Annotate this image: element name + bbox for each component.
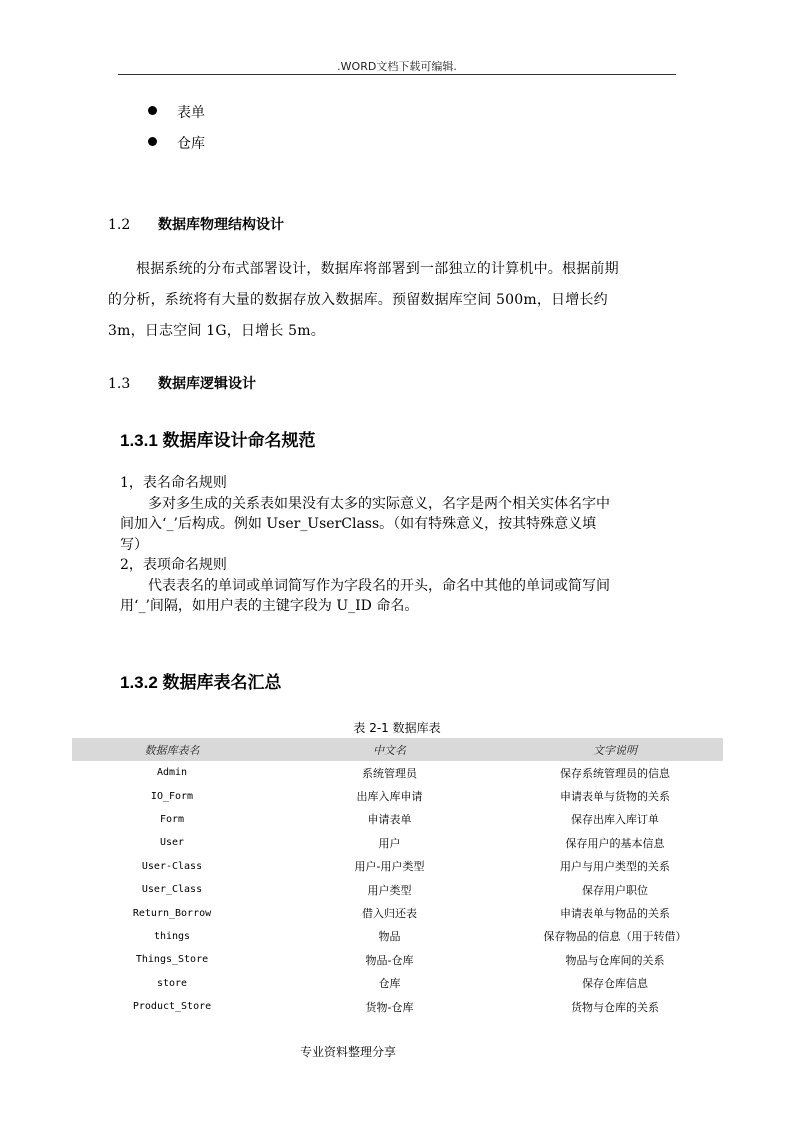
table-name-cell: IO_Form: [150, 790, 194, 802]
table-row: [72, 901, 723, 924]
description-cell: 保存仓库信息: [582, 977, 648, 991]
header-rule: [118, 74, 676, 75]
description-cell: 保存出库入库订单: [571, 813, 659, 827]
table-name-cell: Admin: [156, 767, 188, 779]
chinese-name-cell: 物品: [378, 930, 401, 944]
bullet-dot-icon: [148, 106, 157, 115]
rule-title: 2，表项命名规则: [120, 557, 227, 573]
subsection-heading-1-3-1: 1.3.1 数据库设计命名规范: [120, 431, 316, 450]
section-title: 数据库逻辑设计: [158, 376, 256, 392]
rule-line: 代表表名的单词或单词简写作为字段名的开头，命名中其他的单词或简写间: [148, 577, 610, 594]
section-number: 1.3: [108, 376, 131, 392]
table-caption: 表 2-1 数据库表: [353, 721, 441, 735]
table-name-cell: Return_Borrow: [132, 907, 212, 919]
para-line: 3m，日志空间 1G，日增长 5m。: [108, 323, 325, 339]
chinese-name-cell: 借入归还表: [362, 907, 417, 921]
table-header-row: [72, 738, 723, 761]
table-name-cell: Things_Store: [135, 954, 209, 966]
chinese-name-cell: 用户: [378, 836, 401, 850]
page-footer: 专业资料整理分享: [300, 1045, 397, 1059]
description-cell: 申请表单与物品的关系: [560, 907, 670, 921]
column-header: 数据库表名: [72, 738, 272, 761]
table-name-cell: store: [156, 977, 188, 989]
table-name-cell: Form: [159, 813, 185, 825]
bullet-dot-icon: [148, 137, 157, 146]
naming-rules: [120, 473, 678, 617]
bullet-label: 仓库: [177, 136, 205, 152]
table-row: [72, 995, 723, 1018]
column-header: 中文名: [272, 738, 507, 761]
table-row: [72, 925, 723, 948]
column-header: 文字说明: [507, 738, 723, 761]
description-cell: 保存用户职位: [582, 883, 648, 897]
chinese-name-cell: 仓库: [378, 977, 401, 991]
bullet-item: [148, 102, 205, 122]
table-name-cell: Product_Store: [132, 1001, 212, 1013]
paragraph-physical-design: [108, 254, 676, 347]
table-row: [72, 948, 723, 971]
rule-line: 间加入‘_’后构成。例如 User_UserClass。（如有特殊意义，按其特殊意义填: [120, 516, 597, 532]
chinese-name-cell: 系统管理员: [362, 766, 417, 780]
table-row: [72, 855, 723, 878]
table-row: [72, 831, 723, 854]
rule-line: 写）: [120, 536, 148, 553]
description-cell: 保存系统管理员的信息: [560, 766, 670, 780]
chinese-name-cell: 出库入库申请: [356, 790, 423, 804]
chinese-name-cell: 用户类型: [367, 883, 412, 897]
para-line: 根据系统的分布式部署设计，数据库将部署到一部独立的计算机中。根据前期: [136, 261, 619, 277]
description-cell: 物品与仓库间的关系: [565, 953, 665, 967]
table-row: [72, 761, 723, 784]
table-name-cell: User: [159, 837, 185, 849]
section-number: 1.2: [108, 217, 131, 233]
table-name-cell: User_Class: [141, 884, 203, 896]
table-name-cell: things: [153, 930, 191, 942]
section-heading-1-3: [108, 373, 256, 393]
description-cell: 用户与用户类型的关系: [560, 860, 670, 874]
description-cell: 货物与仓库的关系: [571, 1000, 659, 1014]
description-cell: 申请表单与货物的关系: [560, 790, 670, 804]
rule-line: 用‘_’间隔，如用户表的主键字段为 U_ID 命名。: [120, 598, 419, 614]
rule-title: 1，表名命名规则: [120, 475, 227, 491]
table-row: [72, 808, 723, 831]
chinese-name-cell: 货物-仓库: [365, 1000, 414, 1014]
table-name-cell: User-Class: [141, 860, 203, 872]
rule-line: 多对多生成的关系表如果没有太多的实际意义，名字是两个相关实体名字中: [148, 495, 610, 512]
page-header: .WORD文档下载可编辑.: [337, 60, 457, 73]
section-title: 数据库物理结构设计: [158, 217, 284, 233]
table-row: [72, 972, 723, 995]
bullet-label: 表单: [177, 105, 205, 121]
para-line: 的分析，系统将有大量的数据存放入数据库。预留数据库空间 500m，日增长约: [108, 292, 608, 308]
table-row: [72, 878, 723, 901]
bullet-item: [148, 133, 205, 153]
table-row: [72, 784, 723, 807]
chinese-name-cell: 物品-仓库: [365, 953, 414, 967]
database-tables-table: [72, 738, 723, 1018]
description-cell: 保存用户的基本信息: [565, 836, 665, 850]
chinese-name-cell: 用户-用户类型: [354, 860, 425, 874]
description-cell: 保存物品的信息（用于转借）: [543, 930, 687, 944]
chinese-name-cell: 申请表单: [367, 813, 412, 827]
subsection-heading-1-3-2: 1.3.2 数据库表名汇总: [120, 673, 282, 692]
section-heading-1-2: [108, 214, 284, 234]
